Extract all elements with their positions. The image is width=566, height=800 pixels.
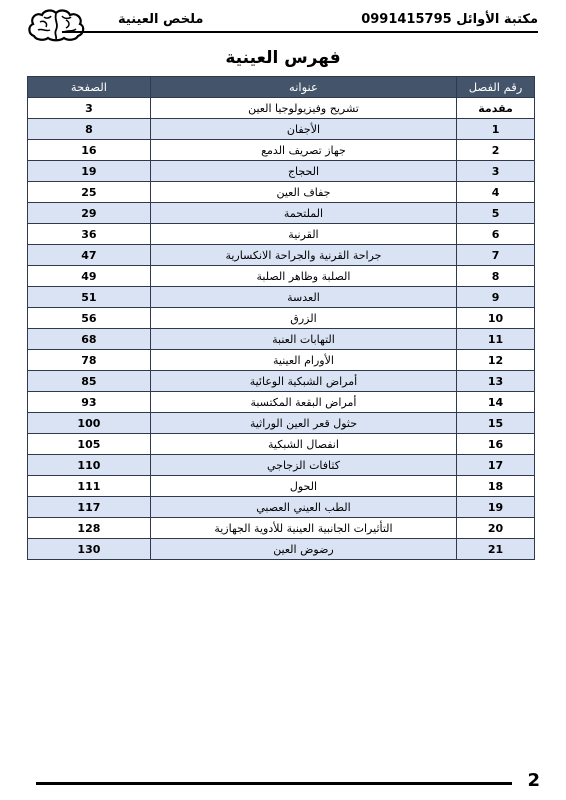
page-cell: 25	[28, 182, 151, 203]
page-cell: 130	[28, 539, 151, 560]
page-cell: 47	[28, 245, 151, 266]
header-subject: ملخص العينية	[118, 12, 204, 27]
header-rule	[62, 31, 538, 33]
chapter-cell: 12	[457, 350, 535, 371]
table-row	[28, 266, 535, 287]
table-header-row	[28, 77, 535, 98]
chapter-cell: 18	[457, 476, 535, 497]
page-cell: 19	[28, 161, 151, 182]
chapter-cell: مقدمة	[457, 98, 535, 119]
page-cell: 36	[28, 224, 151, 245]
table-row	[28, 518, 535, 539]
table-row	[28, 413, 535, 434]
title-cell: العدسة	[150, 287, 456, 308]
table-row	[28, 455, 535, 476]
table-row	[28, 476, 535, 497]
table-row	[28, 182, 535, 203]
header-publisher: مكتبة الأوائل 0991415795	[361, 12, 538, 27]
chapter-cell: 2	[457, 140, 535, 161]
table-row	[28, 308, 535, 329]
page-header	[22, 8, 538, 38]
title-cell: الزرق	[150, 308, 456, 329]
page-cell: 78	[28, 350, 151, 371]
table-row	[28, 434, 535, 455]
header-page: الصفحة	[28, 77, 151, 98]
toc-table	[27, 76, 535, 560]
table-row	[28, 539, 535, 560]
title-cell: أمراض الشبكية الوعائية	[150, 371, 456, 392]
table-row	[28, 287, 535, 308]
chapter-cell: 9	[457, 287, 535, 308]
title-cell: أمراض البقعة المكتسبة	[150, 392, 456, 413]
chapter-cell: 15	[457, 413, 535, 434]
chapter-cell: 11	[457, 329, 535, 350]
table-row	[28, 392, 535, 413]
page-cell: 117	[28, 497, 151, 518]
title-cell: انفصال الشبكية	[150, 434, 456, 455]
chapter-cell: 19	[457, 497, 535, 518]
page-cell: 105	[28, 434, 151, 455]
chapter-cell: 21	[457, 539, 535, 560]
page-cell: 16	[28, 140, 151, 161]
header-title: عنوانه	[150, 77, 456, 98]
chapter-cell: 14	[457, 392, 535, 413]
table-row	[28, 245, 535, 266]
brain-icon	[26, 8, 86, 42]
table-row	[28, 119, 535, 140]
table-row	[28, 350, 535, 371]
table-row	[28, 203, 535, 224]
page-cell: 3	[28, 98, 151, 119]
chapter-cell: 4	[457, 182, 535, 203]
page-cell: 110	[28, 455, 151, 476]
page-cell: 8	[28, 119, 151, 140]
table-row	[28, 161, 535, 182]
table-row	[28, 329, 535, 350]
page-cell: 128	[28, 518, 151, 539]
chapter-cell: 17	[457, 455, 535, 476]
chapter-cell: 13	[457, 371, 535, 392]
page-cell: 111	[28, 476, 151, 497]
title-cell: القرنية	[150, 224, 456, 245]
chapter-cell: 1	[457, 119, 535, 140]
title-cell: التأثيرات الجانبية العينية للأدوية الجهازية	[150, 518, 456, 539]
page-cell: 51	[28, 287, 151, 308]
chapter-cell: 7	[457, 245, 535, 266]
table-row	[28, 371, 535, 392]
chapter-cell: 16	[457, 434, 535, 455]
chapter-cell: 5	[457, 203, 535, 224]
chapter-cell: 6	[457, 224, 535, 245]
title-cell: التهابات العنبة	[150, 329, 456, 350]
page-cell: 68	[28, 329, 151, 350]
chapter-cell: 3	[457, 161, 535, 182]
page-cell: 93	[28, 392, 151, 413]
footer-rule	[36, 782, 512, 785]
table-row	[28, 98, 535, 119]
title-cell: كثافات الزجاجي	[150, 455, 456, 476]
toc-body	[28, 98, 535, 560]
title-cell: الملتحمة	[150, 203, 456, 224]
title-cell: الأجفان	[150, 119, 456, 140]
chapter-cell: 20	[457, 518, 535, 539]
page-cell: 29	[28, 203, 151, 224]
title-cell: الصلبة وظاهر الصلبة	[150, 266, 456, 287]
chapter-cell: 8	[457, 266, 535, 287]
table-row	[28, 140, 535, 161]
title-cell: الطب العيني العصبي	[150, 497, 456, 518]
title-cell: جفاف العين	[150, 182, 456, 203]
title-cell: الحجاج	[150, 161, 456, 182]
page-cell: 49	[28, 266, 151, 287]
title-cell: حثول قعر العين الوراثية	[150, 413, 456, 434]
table-row	[28, 497, 535, 518]
title-cell: تشريح وفيزيولوجيا العين	[150, 98, 456, 119]
page-cell: 56	[28, 308, 151, 329]
page-title: فهرس العينية	[225, 48, 341, 68]
header-chapter: رقم الفصل	[457, 77, 535, 98]
chapter-cell: 10	[457, 308, 535, 329]
title-cell: الأورام العينية	[150, 350, 456, 371]
title-cell: رضوض العين	[150, 539, 456, 560]
title-cell: جهاز تصريف الدمع	[150, 140, 456, 161]
page-cell: 100	[28, 413, 151, 434]
page-number: 2	[527, 770, 540, 791]
title-cell: جراحة القرنية والجراحة الانكسارية	[150, 245, 456, 266]
table-row	[28, 224, 535, 245]
page-cell: 85	[28, 371, 151, 392]
title-cell: الحول	[150, 476, 456, 497]
